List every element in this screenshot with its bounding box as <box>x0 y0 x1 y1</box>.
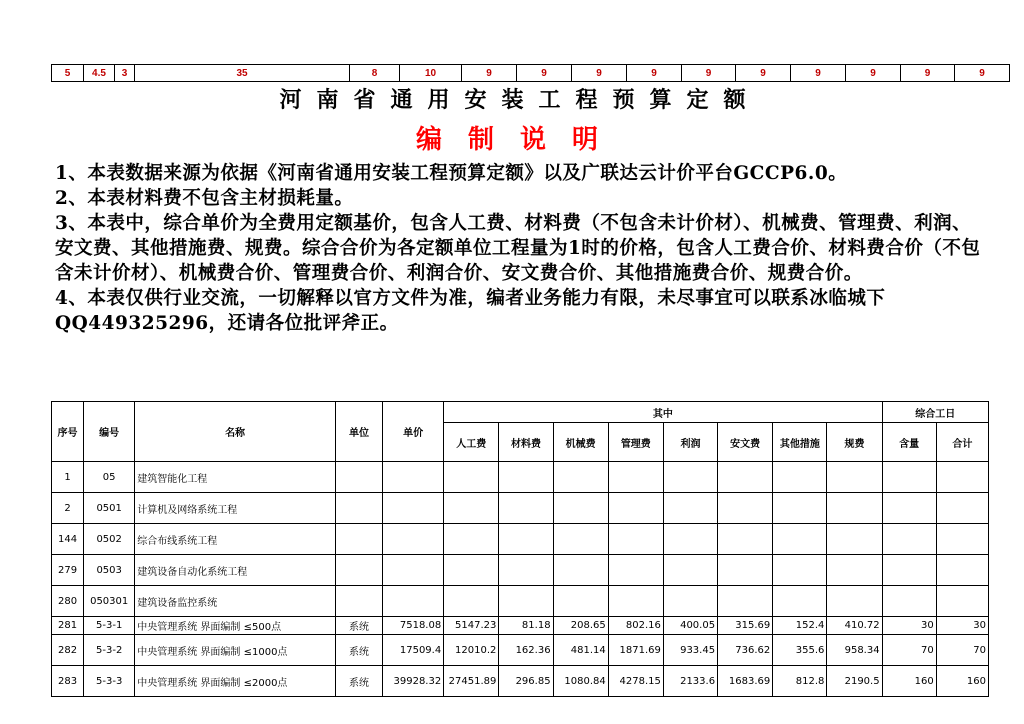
cell-profit[interactable] <box>663 586 717 617</box>
width-cell[interactable]: 8 <box>350 65 400 82</box>
width-cell[interactable]: 9 <box>462 65 517 82</box>
width-cell[interactable]: 9 <box>901 65 955 82</box>
cell-fees[interactable]: 410.72 <box>827 617 882 635</box>
header-safety[interactable]: 安文费 <box>718 423 773 462</box>
cell-unit[interactable]: 系统 <box>335 635 382 666</box>
cell-price[interactable] <box>383 586 444 617</box>
cell-qty[interactable] <box>882 555 936 586</box>
cell-labor[interactable]: 27451.89 <box>444 666 499 697</box>
cell-labor[interactable] <box>444 586 499 617</box>
cell-machine[interactable] <box>553 586 608 617</box>
page-title: 河南省通用安装工程预算定额 <box>279 87 761 113</box>
header-other[interactable]: 其他措施 <box>773 423 827 462</box>
page-subtitle: 编制说明 <box>415 125 624 155</box>
cell-material[interactable] <box>499 493 553 524</box>
header-price[interactable]: 单价 <box>383 402 444 462</box>
cell-qty[interactable]: 70 <box>882 635 936 666</box>
cell-fees[interactable] <box>827 524 882 555</box>
cell-other[interactable]: 812.8 <box>773 666 827 697</box>
note-2: 2、本表材料费不包含主材损耗量。 <box>55 188 354 209</box>
note-4: 4、本表仅供行业交流，一切解释以官方文件为准，编者业务能力有限，未尽事宜可以联系冰临城下QQ449325296，还请各位批评斧正。 <box>55 288 886 334</box>
cell-profit[interactable] <box>663 524 717 555</box>
cell-machine[interactable] <box>553 493 608 524</box>
cell-seq[interactable]: 280 <box>52 586 84 617</box>
cell-unit[interactable]: 系统 <box>335 666 382 697</box>
notes-block <box>51 159 989 401</box>
cell-material[interactable]: 81.18 <box>499 617 553 635</box>
cell-mgmt[interactable]: 4278.15 <box>608 666 663 697</box>
cell-total[interactable]: 30 <box>936 617 988 635</box>
cell-other[interactable] <box>773 555 827 586</box>
cell-other[interactable] <box>773 462 827 493</box>
header-fees[interactable]: 规费 <box>827 423 882 462</box>
cell-mgmt[interactable] <box>608 586 663 617</box>
cell-mgmt[interactable]: 1871.69 <box>608 635 663 666</box>
cell-mgmt[interactable] <box>608 493 663 524</box>
cell-safety[interactable] <box>718 493 773 524</box>
cell-material[interactable] <box>499 524 553 555</box>
table-row <box>52 462 989 493</box>
header-qty[interactable]: 含量 <box>882 423 936 462</box>
spreadsheet <box>51 64 989 697</box>
cell-qty[interactable]: 30 <box>882 617 936 635</box>
cell-unit[interactable] <box>335 586 382 617</box>
cell-mgmt[interactable]: 802.16 <box>608 617 663 635</box>
cell-qty[interactable]: 160 <box>882 666 936 697</box>
cell-seq[interactable]: 281 <box>52 617 84 635</box>
cell-total[interactable]: 160 <box>936 666 988 697</box>
header-profit[interactable]: 利润 <box>663 423 717 462</box>
cell-labor[interactable] <box>444 462 499 493</box>
cell-labor[interactable] <box>444 524 499 555</box>
cell-machine[interactable]: 208.65 <box>553 617 608 635</box>
header-labor[interactable]: 人工费 <box>444 423 499 462</box>
cell-seq[interactable]: 144 <box>52 524 84 555</box>
cell-mgmt[interactable] <box>608 462 663 493</box>
cell-price[interactable]: 17509.4 <box>383 635 444 666</box>
cell-name[interactable]: 中央管理系统 界面编制 ≤2000点 <box>135 666 336 697</box>
cell-material[interactable] <box>499 462 553 493</box>
cell-material[interactable]: 162.36 <box>499 635 553 666</box>
cell-total[interactable]: 70 <box>936 635 988 666</box>
width-cell[interactable]: 9 <box>955 65 1010 82</box>
width-cell[interactable]: 9 <box>846 65 901 82</box>
header-name[interactable]: 名称 <box>135 402 336 462</box>
cell-safety[interactable]: 315.69 <box>718 617 773 635</box>
cell-fees[interactable]: 2190.5 <box>827 666 882 697</box>
cell-other[interactable] <box>773 493 827 524</box>
cell-fees[interactable] <box>827 586 882 617</box>
table-row <box>52 586 989 617</box>
cell-name[interactable]: 计算机及网络系统工程 <box>135 493 336 524</box>
header-seq[interactable]: 序号 <box>52 402 84 462</box>
cell-machine[interactable] <box>553 555 608 586</box>
note-3: 3、本表中，综合单价为全费用定额基价，包含人工费、材料费（不包含未计价材）、机械费、管理费、利润、安文费、其他措施费、规费。综合合价为各定额单位工程量为1时的价格，包含人工费合价、材料费合价（不包含未计价材）、机械费合价、管理费合价、利润合价、安文费合价、其他措施费合价、规费合价。 <box>55 213 981 284</box>
cell-unit[interactable] <box>335 555 382 586</box>
cell-code[interactable]: 5-3-3 <box>84 666 135 697</box>
cell-unit[interactable] <box>335 493 382 524</box>
cell-fees[interactable] <box>827 555 882 586</box>
header-group-detail[interactable]: 其中 <box>444 402 882 423</box>
note-1: 1、本表数据来源为依据《河南省通用安装工程预算定额》以及广联达云计价平台GCCP6.0。 <box>55 163 848 184</box>
cell-name[interactable]: 建筑智能化工程 <box>135 462 336 493</box>
cell-qty[interactable] <box>882 462 936 493</box>
cell-qty[interactable] <box>882 493 936 524</box>
table-row <box>52 617 989 635</box>
cell-code[interactable]: 5-3-1 <box>84 617 135 635</box>
header-unit[interactable]: 单位 <box>335 402 382 462</box>
cell-profit[interactable] <box>663 462 717 493</box>
cell-name[interactable]: 中央管理系统 界面编制 ≤500点 <box>135 617 336 635</box>
cell-code[interactable]: 0502 <box>84 524 135 555</box>
width-cell[interactable]: 9 <box>736 65 791 82</box>
cell-material[interactable] <box>499 586 553 617</box>
table-row <box>52 493 989 524</box>
cell-total[interactable] <box>936 462 988 493</box>
cell-qty[interactable] <box>882 524 936 555</box>
cell-safety[interactable]: 1683.69 <box>718 666 773 697</box>
cell-profit[interactable]: 2133.6 <box>663 666 717 697</box>
cell-name[interactable]: 综合布线系统工程 <box>135 524 336 555</box>
cell-code[interactable]: 0503 <box>84 555 135 586</box>
header-code[interactable]: 编号 <box>84 402 135 462</box>
cell-code[interactable]: 050301 <box>84 586 135 617</box>
width-cell[interactable]: 9 <box>682 65 736 82</box>
width-cell[interactable]: 4.5 <box>84 65 115 82</box>
cell-name[interactable]: 建筑设备监控系统 <box>135 586 336 617</box>
quota-table <box>51 401 989 697</box>
cell-material[interactable] <box>499 555 553 586</box>
cell-unit[interactable] <box>335 524 382 555</box>
cell-labor[interactable] <box>444 493 499 524</box>
cell-safety[interactable] <box>718 524 773 555</box>
cell-seq[interactable]: 2 <box>52 493 84 524</box>
cell-mgmt[interactable] <box>608 555 663 586</box>
cell-profit[interactable]: 400.05 <box>663 617 717 635</box>
header-machine[interactable]: 机械费 <box>553 423 608 462</box>
cell-machine[interactable]: 481.14 <box>553 635 608 666</box>
cell-fees[interactable]: 958.34 <box>827 635 882 666</box>
cell-unit[interactable]: 系统 <box>335 617 382 635</box>
header-group-labor[interactable]: 综合工日 <box>882 402 988 423</box>
cell-seq[interactable]: 279 <box>52 555 84 586</box>
cell-profit[interactable] <box>663 493 717 524</box>
cell-seq[interactable]: 283 <box>52 666 84 697</box>
cell-price[interactable] <box>383 462 444 493</box>
cell-safety[interactable] <box>718 462 773 493</box>
cell-labor[interactable] <box>444 555 499 586</box>
cell-seq[interactable]: 1 <box>52 462 84 493</box>
cell-labor[interactable]: 5147.23 <box>444 617 499 635</box>
cell-other[interactable]: 355.6 <box>773 635 827 666</box>
header-mgmt[interactable]: 管理费 <box>608 423 663 462</box>
cell-price[interactable] <box>383 524 444 555</box>
cell-fees[interactable] <box>827 493 882 524</box>
cell-other[interactable] <box>773 586 827 617</box>
cell-machine[interactable] <box>553 462 608 493</box>
width-cell[interactable]: 3 <box>115 65 135 82</box>
width-cell[interactable]: 35 <box>135 65 350 82</box>
cell-price[interactable] <box>383 493 444 524</box>
cell-code[interactable]: 05 <box>84 462 135 493</box>
cell-seq[interactable]: 282 <box>52 635 84 666</box>
cell-fees[interactable] <box>827 462 882 493</box>
cell-price[interactable]: 7518.08 <box>383 617 444 635</box>
cell-safety[interactable]: 736.62 <box>718 635 773 666</box>
table-row <box>52 555 989 586</box>
width-cell[interactable]: 5 <box>52 65 84 82</box>
width-cell[interactable]: 9 <box>791 65 846 82</box>
cell-price[interactable] <box>383 555 444 586</box>
cell-name[interactable]: 中央管理系统 界面编制 ≤1000点 <box>135 635 336 666</box>
width-cell[interactable]: 9 <box>572 65 627 82</box>
cell-total[interactable] <box>936 524 988 555</box>
cell-total[interactable] <box>936 586 988 617</box>
cell-profit[interactable] <box>663 555 717 586</box>
cell-price[interactable]: 39928.32 <box>383 666 444 697</box>
table-row <box>52 666 989 697</box>
cell-safety[interactable] <box>718 555 773 586</box>
width-cell[interactable]: 9 <box>517 65 572 82</box>
header-material[interactable]: 材料费 <box>499 423 553 462</box>
cell-name[interactable]: 建筑设备自动化系统工程 <box>135 555 336 586</box>
cell-total[interactable] <box>936 555 988 586</box>
cell-qty[interactable] <box>882 586 936 617</box>
cell-safety[interactable] <box>718 586 773 617</box>
cell-code[interactable]: 0501 <box>84 493 135 524</box>
cell-machine[interactable]: 1080.84 <box>553 666 608 697</box>
cell-mgmt[interactable] <box>608 524 663 555</box>
table-row <box>52 635 989 666</box>
cell-code[interactable]: 5-3-2 <box>84 635 135 666</box>
cell-material[interactable]: 296.85 <box>499 666 553 697</box>
cell-labor[interactable]: 12010.2 <box>444 635 499 666</box>
cell-other[interactable]: 152.4 <box>773 617 827 635</box>
cell-machine[interactable] <box>553 524 608 555</box>
cell-other[interactable] <box>773 524 827 555</box>
table-row <box>52 524 989 555</box>
column-width-row <box>51 64 1010 82</box>
cell-profit[interactable]: 933.45 <box>663 635 717 666</box>
width-cell[interactable]: 10 <box>400 65 462 82</box>
width-cell[interactable]: 9 <box>627 65 682 82</box>
cell-unit[interactable] <box>335 462 382 493</box>
header-total[interactable]: 合计 <box>936 423 988 462</box>
cell-total[interactable] <box>936 493 988 524</box>
